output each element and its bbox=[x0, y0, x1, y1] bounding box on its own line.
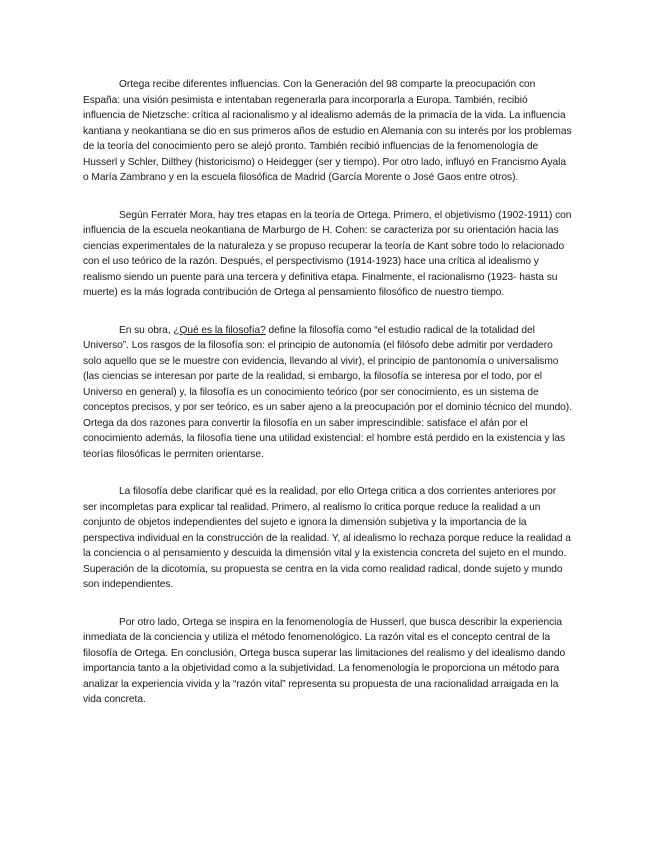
paragraph-definition bbox=[83, 323, 572, 463]
paragraph-influences: Ortega recibe diferentes influencias. Con la Generación del 98 comparte la preocupación con España: una visión pesimista e intentaban regenerarla para incorporarla a Europa. También, recibió influencia de Nietzsche: crítica al racionalismo y al idealismo además de la primacía de la vida. La influencia kantiana y neokantiana se dio en sus primeros años de estudio en Alemania con su interés por los problemas de la teoría del conocimiento pero se alejó pronto. También recibió influencias de la fenomenología de Husserl y Schler, Dilthey (historicismo) o Heidegger (ser y tiempo). Por otro lado, influyó en Francismo Ayala o María Zambrano y en la escuela filosófica de Madrid (García Morente o José Gaos entre otros). bbox=[83, 79, 572, 183]
paragraph-reality-critique: La filosofía debe clarificar qué es la realidad, por ello Ortega critica a dos corrientes anteriores por ser incompletas para explicar tal realidad. Primero, al realismo lo critica porque reduce la realidad a un conjunto de objetos independientes del sujeto e ignora la dimensión subjetiva y la importancia de la perspectiva individual en la construcción de la realidad. Y, al idealismo lo rechaza porque reduce la realidad a la conciencia o al pensamiento y descuida la dimensión vital y la existencia concreta del sujeto en el mundo. Superación de la dicotomía, su propuesta se centra en la vida como realidad radical, donde sujeto y mundo son independientes. bbox=[83, 486, 571, 590]
book-title-link[interactable]: ¿Qué es la filosofía? bbox=[173, 324, 266, 336]
paragraph-definition-intro: En su obra, bbox=[119, 324, 174, 336]
paragraph-conclusion: Por otro lado, Ortega se inspira en la fenomenología de Husserl, que busca describir la experiencia inmediata de la conciencia y utiliza el método fenomenológico. La razón vital es el concepto central de la filosofía de Ortega. En conclusión, Ortega busca superar las limitaciones del realismo y del idealismo dando importancia tanto a la objetividad como a la subjetividad. La fenomenología le proporciona un método para analizar la experiencia vivida y la “razón vital” representa su propuesta de una racionalidad arraigada en la vida concreta. bbox=[83, 616, 566, 705]
paragraph-definition-body: define la filosofía como “el estudio radical de la totalidad del Universo”. Los rasgos de la filosofía son: el principio de autonomía (el filósofo debe admitir por verdadero solo aquello que se le muestre con evidencia, llevando al vivir), el principio de pantonomía o universalismo (las ciencias se interesan por parte de la realidad, si embargo, la filosofía se interesa por el todo, por el Universo en general) y, la filosofía es un conocimiento teórico (por ser conocimiento, es un sistema de conceptos precisos, y por ser teórico, es un saber ajeno a la preocupación por el dominio técnico del mundo). Ortega da dos razones para convertir la filosofía en un saber imprescindible: satisface el afán por el conocimiento además, la filosofía tiene una utilidad existencial: el hombre está perdido en la existencia y las teorías filosóficas le permiten orientarse. bbox=[83, 324, 572, 460]
paragraph-stages: Según Ferrater Mora, hay tres etapas en la teoría de Ortega. Primero, el objetivismo (1902-1911) con influencia de la escuela neokantiana de Marburgo de H. Cohen: se caracteriza por su orientación hacia las ciencias experimentales de la naturaleza y se propuso recuperar la teoría de Kant sobre todo lo relacionado con el uso teórico de la razón. Después, el perspectivismo (1914-1923) hace una crítica al idealismo y realismo siendo un puente para una tercera y definitiva etapa. Finalmente, el racionalismo (1923- hasta su muerte) es la más lograda contribución de Ortega al pensamiento filosófico de nuestro tiempo. bbox=[83, 209, 572, 298]
